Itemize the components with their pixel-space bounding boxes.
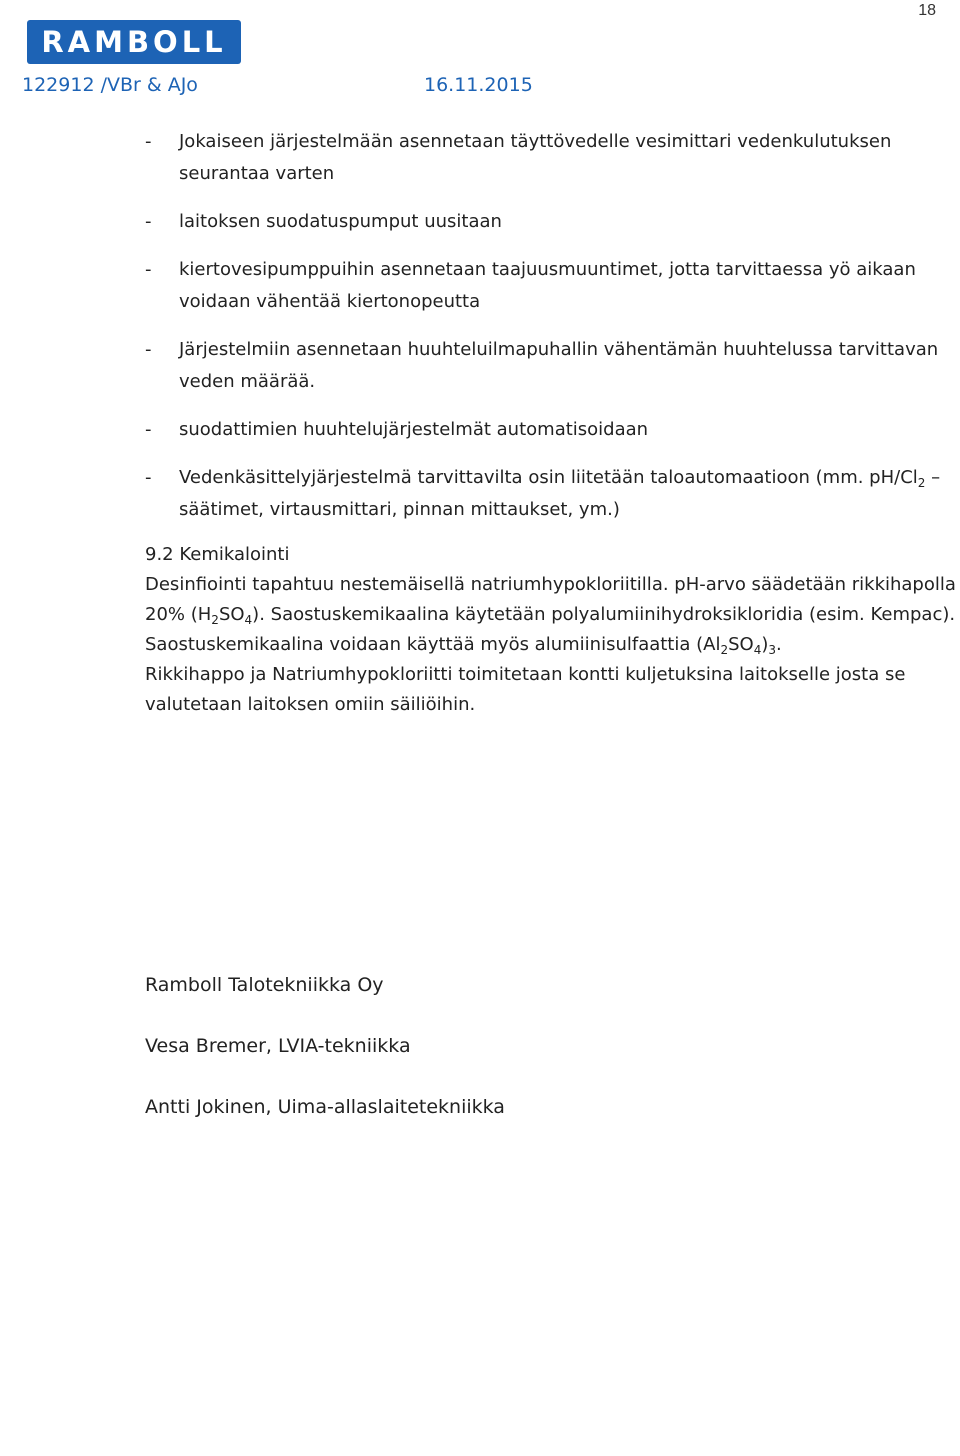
signature-company: Ramboll Talotekniikka Oy	[145, 974, 384, 996]
list-item	[145, 254, 957, 318]
list-item-text	[179, 467, 940, 520]
text-run: –säätimet, virtausmittari, pinnan mittaukset, ym.)	[179, 467, 941, 520]
list-item-text: Järjestelmiin asennetaan huuhteluilmapuhallin vähentämän huuhtelussa tarvittavan veden määrää.	[179, 339, 939, 392]
bullet-dash: -	[145, 131, 152, 152]
list-item-text: suodattimien huuhtelujärjestelmät automatisoidaan	[179, 419, 649, 440]
measures-list	[145, 126, 957, 526]
document-body	[145, 126, 957, 720]
bullet-dash: -	[145, 259, 152, 280]
signature-person: Vesa Bremer, LVIA-tekniikka	[145, 1035, 411, 1057]
subscript: 3	[768, 643, 777, 657]
subscript: 2	[211, 613, 219, 627]
document-reference: 122912 /VBr & AJo	[22, 74, 198, 96]
list-item-text: Jokaiseen järjestelmään asennetaan täyttövedelle vesimittari vedenkulutuksen seurantaa varten	[179, 131, 892, 184]
text-run: SO	[218, 604, 245, 625]
bullet-dash: -	[145, 467, 152, 488]
subscript: 2	[917, 476, 926, 490]
list-item-text: laitoksen suodatuspumput uusitaan	[179, 211, 502, 232]
bullet-dash: -	[145, 211, 152, 232]
ramboll-logo	[27, 20, 241, 64]
text-run: .	[776, 634, 782, 655]
subscript: 2	[720, 643, 729, 657]
list-item-text: kiertovesipumppuihin asennetaan taajuusmuuntimet, jotta tarvittaessa yö aikaan voidaan vähentää kiertonopeutta	[179, 259, 916, 312]
list-item	[145, 334, 957, 398]
section-heading: 9.2 Kemikalointi	[145, 544, 290, 565]
list-item	[145, 462, 957, 526]
logo-text: RAMBOLL	[41, 24, 227, 59]
bullet-dash: -	[145, 419, 152, 440]
subscript: 4	[244, 613, 253, 627]
signature-person: Antti Jokinen, Uima-allaslaitetekniikka	[145, 1096, 505, 1118]
document-date: 16.11.2015	[424, 74, 533, 96]
text-run: SO	[728, 634, 754, 655]
text-run: )	[761, 634, 769, 655]
list-item	[145, 206, 957, 238]
page-number: 18	[918, 2, 936, 19]
text-run: Desinfiointi tapahtuu nestemäisellä natriumhypokloriitilla. pH-arvo säädetään rikkihapolla 20% (H	[145, 574, 956, 625]
chemical-paragraph	[145, 570, 957, 660]
bullet-dash: -	[145, 339, 152, 360]
text-run: ). Saostuskemikaalina käytetään polyalumiinihydroksikloridia (esim. Kempac). Saostuskemikaalina voidaan käyttää myös alumiinisulfaattia (Al	[145, 604, 956, 655]
text-run: Vedenkäsittelyjärjestelmä tarvittavilta osin liitetään taloautomaatioon (mm. pH/Cl	[179, 467, 918, 488]
list-item	[145, 414, 957, 446]
list-item	[145, 126, 957, 190]
delivery-paragraph: Rikkihappo ja Natriumhypokloriitti toimitetaan kontti kuljetuksina laitokselle josta se valutetaan laitoksen omiin säiliöihin.	[145, 664, 906, 715]
subscript: 4	[753, 643, 762, 657]
